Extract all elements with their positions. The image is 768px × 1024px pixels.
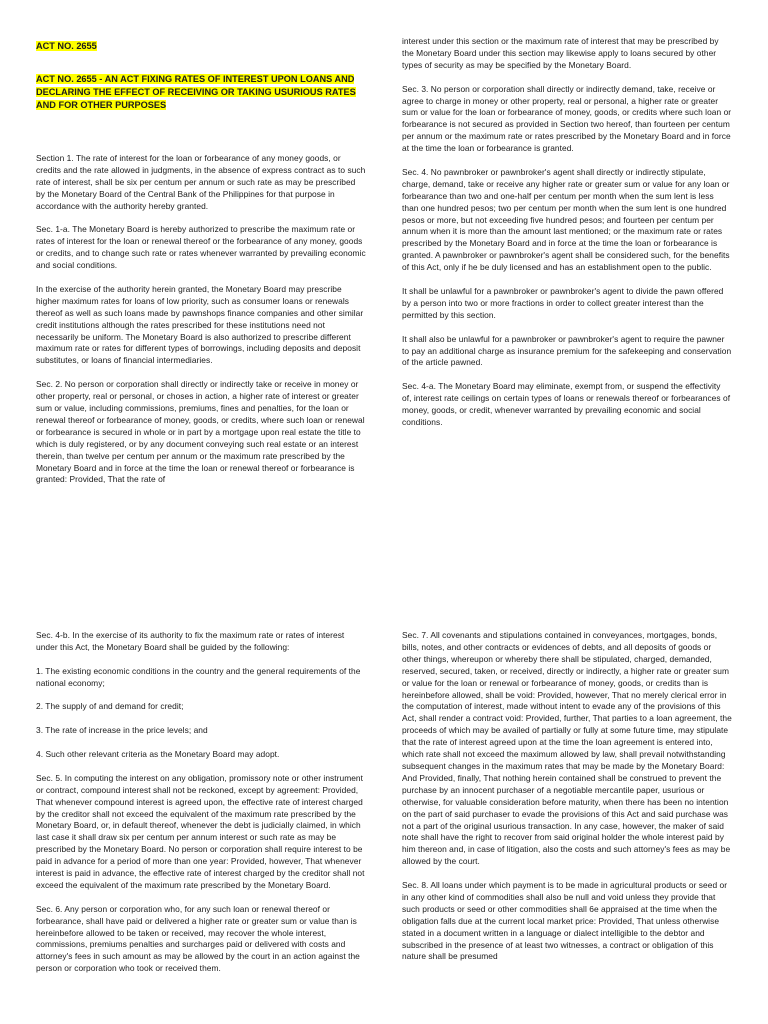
list-item: 2. The supply of and demand for credit; (36, 701, 184, 712)
section-paragraph: Sec. 3. No person or corporation shall directly or indirectly demand, take, receive or agree to charge in money or other property, real or personal, a higher rate or greater sum or value for the loan or forbearance of money, goods, or credits where such loan or forbearance is not secured as provided in Section two hereof, than fourteen per centum per annum or the maximum rate or rates prescribed by the Monetary Board and in force at the time the loan or forbearance is granted. (402, 83, 732, 154)
section-paragraph: Sec. 8. All loans under which payment is to be made in agricultural products or seed or in any other kind of commodities shall also be null and void unless they provide that such products or seed or other commodities shall 6e appraised at the time when the obligation falls due at the current local market price: Provided, That unless otherwise stated in a document written in a language or dialect intelligible to the debtor and subscribed in the presence of at least two witnesses, a contract or obligation of this nature shall be presumed (402, 880, 728, 962)
section-paragraph: It shall also be unlawful for a pawnbroker or pawnbroker's agent to require the pawner to pay an additional charge as insurance premium for the safekeeping and conservation of the article pawned. (402, 333, 732, 368)
section-paragraph: Section 1. The rate of interest for the loan or forbearance of any money goods, or credits and the rate allowed in judgments, in the absence of express contract as to such rate of interest, shall be six per centum per annum or such rate as may be prescribed by the Monetary Board of the Central Bank of the Philippines for that purpose in accordance with the authority hereby granted. (36, 153, 366, 211)
section-paragraph: Sec. 2. No person or corporation shall directly or indirectly take or receive in money or other property, real or personal, or choses in action, a higher rate of interest or greater sum or value, including commissions, premiums, fines and penalties, for the loan or renewal thereof or forbearance of money, goods, or credits, where such loan or renewal or forbearance is secured in whole or in part by a mortgage upon real estate the title to which is duly registered, or by any document conveying such real estate or an interest therein, than twelve per centum per annum or the maximum rate prescribed by the Monetary Board and in force at the time the loan or renewal thereof or forbearance is granted: Provided, That the rate of (36, 379, 365, 485)
list-item: 3. The rate of increase in the price levels; and (36, 725, 208, 736)
section-paragraph: Sec. 6. Any person or corporation who, for any such loan or renewal thereof or forbearance, shall have paid or delivered a higher rate or greater sum or value than is hereinbefore allowed to be taken or received, may recover the whole interest, commissions, premiums penalties and surcharges paid or delivered with costs and attorney's fees in such amount as may be allowed by the court in an action against the person or corporation who took or received them. (36, 903, 360, 974)
act-title (36, 73, 366, 112)
page1-right-column (402, 36, 732, 441)
page2-right-column (402, 630, 732, 975)
act-number-text: ACT NO. 2655 (36, 41, 97, 51)
section-paragraph: Sec. 5. In computing the interest on any obligation, promissory note or other instrument or contract, compound interest shall not be reckoned, except by agreement: Provided, That whenever compound interest is agreed upon, the effective rate of interest charged by the creditor shall not exceed the equivalent of the maximum rate prescribed by the Monetary Board, or, in default thereof, whenever the debt is judicially claimed, in which last case it shall draw six per centum per annum interest or such rate as may be prescribed by the Monetary Board. No person or corporation shall require interest to be paid in advance for a period of more than one year: Provided, however, That whenever interest is paid in advance, the effective rate of interest charged by the creditor shall not exceed the equivalent of the maximum rate prescribed by the Monetary Board. (36, 772, 365, 890)
section-paragraph: Sec. 4-b. In the exercise of its authority to fix the maximum rate or rates of interest under this Act, the Monetary Board shall be guided by the following: (36, 630, 345, 652)
section-paragraph: Sec. 7. All covenants and stipulations contained in conveyances, mortgages, bonds, bills, notes, and other contracts or evidences of debts, and all deposits of goods or other things, whereupon or whereby there shall be stipulated, charged, demanded, reserved, secured, taken, or received, directly or indirectly, a higher rate or greater sum or value for the loan or renewal or forbearance of money, goods, or credits than is hereinbefore allowed, shall be void: Provided, however, That no merely clerical error in the computation of interest, made without intent to evade any of the provisions of this Act, shall render a contract void: Provided, further, That parties to a loan agreement, the proceeds of which may be availed of partially or fully at some future time, may stipulate that the rate of interest agreed upon at the time the loan agreement is entered into, which rate shall not exceed the maximum allowed by law, shall prevail notwithstanding subsequent changes in the maximum rates that may be made by the Monetary Board: And Provided, finally, That nothing herein contained shall be construed to prevent the purchase by an innocent purchaser of a negotiable mercantile paper, usurious or otherwise, for valuable consideration before maturity, when there has been no intention on the part of said purchaser to evade the provisions of this Act and said purchase was not a part of the original usurious transaction. In any case, however, the maker of said note shall have the right to recover from said original holder the whole interest paid by him thereon and, in case of litigation, also the costs and such attorney's fees as may be allowed by the court. (402, 630, 732, 867)
section-paragraph: interest under this section or the maximum rate of interest that may be prescribed by the Monetary Board under this section may likewise apply to loans secured by other types of security as may be specified by the Monetary Board. (402, 36, 719, 70)
act-title-text: ACT NO. 2655 - AN ACT FIXING RATES OF INTEREST UPON LOANS AND DECLARING THE EFFECT OF RECEIVING OR TAKING USURIOUS RATES AND FOR OTHER PURPOSES (36, 74, 356, 110)
section-paragraph: In the exercise of the authority herein granted, the Monetary Board may prescribe higher maximum rates for loans of low priority, such as consumer loans or renewals thereof as well as such loans made by pawnshops finance companies and other similar credit institutions although the rates prescribed for these institutions need not necessarily be uniform. The Monetary Board is also authorized to prescribe different maximum rate or rates for different types of borrowings, including deposits and deposit substitutes, or loans of financial intermediaries. (36, 283, 364, 366)
page1-left-column (36, 153, 366, 498)
list-item: 4. Such other relevant criteria as the Monetary Board may adopt. (36, 749, 280, 759)
page2-left-column (36, 630, 366, 987)
act-number-heading (36, 36, 97, 54)
section-paragraph: Sec. 4-a. The Monetary Board may eliminate, exempt from, or suspend the effectivity of, interest rate ceilings on certain types of loans or renewals thereof or forbearances of money, goods, or credit, whenever warranted by prevailing economic and social conditions. (402, 381, 731, 427)
list-item: 1. The existing economic conditions in the country and the general requirements of the national economy; (36, 665, 361, 688)
section-paragraph: Sec. 4. No pawnbroker or pawnbroker's agent shall directly or indirectly stipulate, charge, demand, take or receive any higher rate or greater sum or value for any loan or forbearance than two and one-half per centum per month when the sum lent is less than one hundred pesos; two per centum per month when the sum lent is one hundred pesos or more, but not exceeding five hundred pesos; and fourteen per centum per annum when it is more than the amount last mentioned; or the maximum rate or rates prescribed by the Monetary Board and in force at the time the loan or forbearance is granted. A pawnbroker or pawnbroker's agent shall be considered such, for the benefits of this Act, only if he be duly licensed and has an establishment open to the public. (402, 166, 730, 273)
section-paragraph: Sec. 1-a. The Monetary Board is hereby authorized to prescribe the maximum rate or rates of interest for the loan or renewal thereof or the forbearance of any money, goods or credits, and to change such rate or rates whenever warranted by prevailing economic and social conditions. (36, 224, 366, 271)
section-paragraph: It shall be unlawful for a pawnbroker or pawnbroker's agent to divide the pawn offered by a person into two or more fractions in order to collect greater interest than the permitted by this section. (402, 285, 724, 320)
